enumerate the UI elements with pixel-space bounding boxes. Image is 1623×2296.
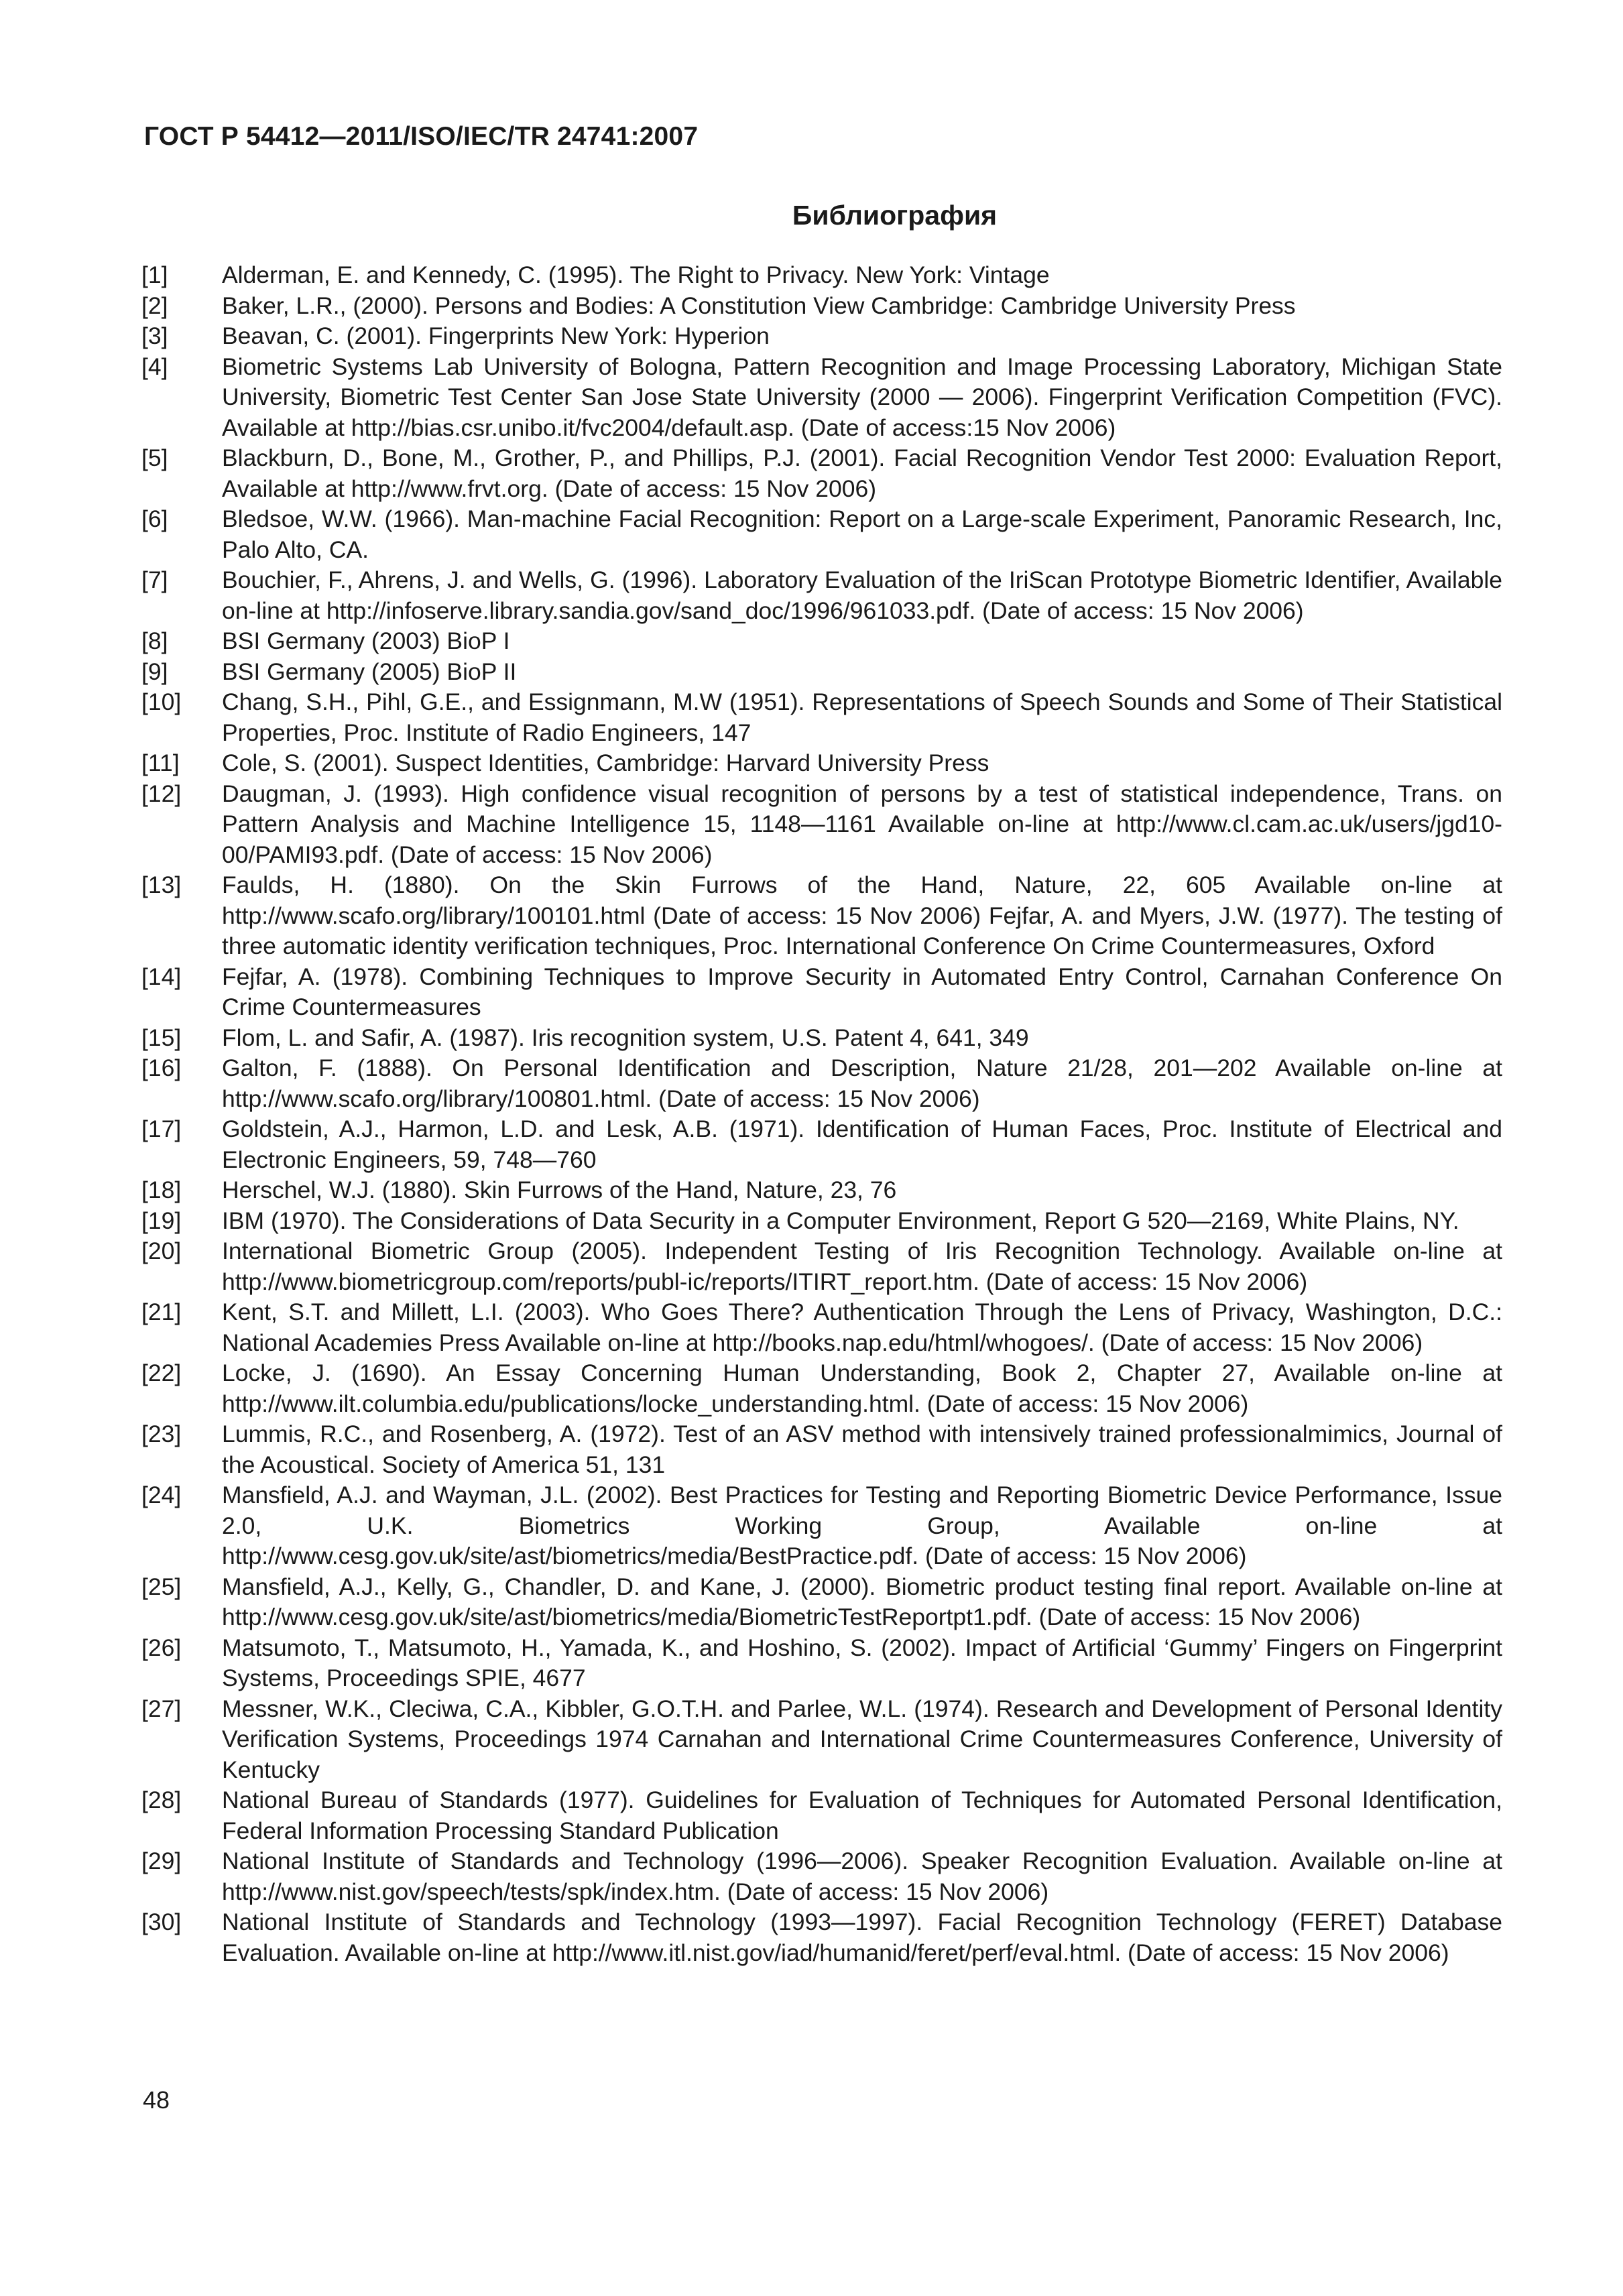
entry-number: [7] — [141, 566, 168, 593]
bibliography-entry — [141, 1846, 1502, 1907]
entry-number: [14] — [141, 963, 182, 990]
bibliography-entry — [141, 1053, 1502, 1114]
entry-text: Flom, L. and Safir, A. (1987). Iris recognition system, U.S. Patent 4, 641, 349 — [222, 1024, 1029, 1051]
entry-text: Alderman, E. and Kennedy, C. (1995). The Right to Privacy. New York: Vintage — [222, 261, 1050, 288]
bibliography-entry — [141, 962, 1502, 1023]
entry-number: [10] — [141, 688, 182, 715]
entry-number: [12] — [141, 780, 182, 807]
entry-text: National Institute of Standards and Technology (1993—1997). Facial Recognition Technology (FERET) Database Evaluation. Available on-line at http://www.itl.nist.gov/iad/humanid/feret/perf/eval.html. (Date of access: 15 Nov 2006) — [222, 1909, 1502, 1966]
entry-number: [26] — [141, 1634, 182, 1661]
bibliography-entry — [141, 779, 1502, 871]
entry-text: Blackburn, D., Bone, M., Grother, P., and Phillips, P.J. (2001). Facial Recognition Vendor Test 2000: Evaluation Report, Available at http://www.frvt.org. (Date of access: 15 Nov 2006) — [222, 444, 1502, 502]
page-title: Библиография — [792, 200, 998, 231]
bibliography-entry — [141, 1633, 1502, 1694]
page-number: 48 — [143, 2086, 170, 2114]
entry-number: [28] — [141, 1787, 182, 1813]
bibliography-entry — [141, 1572, 1502, 1633]
entry-number: [30] — [141, 1909, 182, 1935]
bibliography-entry — [141, 870, 1502, 962]
entry-text: Kent, S.T. and Millett, L.I. (2003). Who Goes There? Authentication Through the Lens of Privacy, Washington, D.C.: National Academies Press Available on-line at http://books.nap.edu/html/whogoes/. (Date of access: 15 Nov 2006) — [222, 1298, 1502, 1356]
entry-number: [23] — [141, 1421, 182, 1447]
entry-number: [15] — [141, 1024, 182, 1051]
standard-header: ГОСТ Р 54412—2011/ISO/IEC/TR 24741:2007 — [144, 122, 699, 151]
entry-number: [19] — [141, 1207, 182, 1234]
entry-text: Beavan, C. (2001). Fingerprints New York: Hyperion — [222, 322, 770, 349]
entry-number: [25] — [141, 1573, 182, 1600]
entry-text: Faulds, H. (1880). On the Skin Furrows of the Hand, Nature, 22, 605 Available on-line at http://www.scafo.org/library/100101.html (Date of access: 15 Nov 2006) Fejfar, A. and Myers, J.W. (1977). The testing of three automatic identity verification techniques, Proc. International Conference On Crime Countermeasures, Oxford — [222, 871, 1502, 959]
entry-text: Messner, W.K., Cleciwa, C.A., Kibbler, G.O.T.H. and Parlee, W.L. (1974). Research and Development of Personal Identity Verification Systems, Proceedings 1974 Carnahan and International Crime Countermeasures Conference, University of Kentucky — [222, 1695, 1502, 1783]
entry-text: Bouchier, F., Ahrens, J. and Wells, G. (1996). Laboratory Evaluation of the IriScan Prototype Biometric Identifier, Available on-line at http://infoserve.library.sandia.gov/sand_doc/1996/961033.pdf. (Date of access: 15 Nov 2006) — [222, 566, 1502, 624]
entry-text: National Bureau of Standards (1977). Guidelines for Evaluation of Techniques for Automated Personal Identification, Federal Information Processing Standard Publication — [222, 1787, 1502, 1844]
bibliography-entry — [141, 1023, 1502, 1054]
entry-text: Bledsoe, W.W. (1966). Man-machine Facial Recognition: Report on a Large-scale Experiment, Panoramic Research, Inc, Palo Alto, CA. — [222, 505, 1502, 563]
entry-text: Locke, J. (1690). An Essay Concerning Human Understanding, Book 2, Chapter 27, Available on-line at http://www.ilt.columbia.edu/publications/locke_understanding.html. (Date of access: 15 Nov 2006) — [222, 1360, 1502, 1417]
bibliography-list — [141, 260, 1502, 1968]
entry-text: Herschel, W.J. (1880). Skin Furrows of the Hand, Nature, 23, 76 — [222, 1176, 897, 1203]
bibliography-entry — [141, 687, 1502, 748]
entry-text: Goldstein, A.J., Harmon, L.D. and Lesk, A.B. (1971). Identification of Human Faces, Proc. Institute of Electrical and Electronic Engineers, 59, 748—760 — [222, 1115, 1502, 1173]
bibliography-entry — [141, 1358, 1502, 1419]
bibliography-entry — [141, 352, 1502, 444]
bibliography-entry — [141, 1206, 1502, 1237]
entry-text: International Biometric Group (2005). Independent Testing of Iris Recognition Technology. Available on-line at http://www.biometricgroup.com/reports/publ-ic/reports/ITIRT_report.htm. (Date of access: 15 Nov 2006) — [222, 1237, 1502, 1295]
entry-number: [21] — [141, 1298, 182, 1325]
entry-text: Biometric Systems Lab University of Bologna, Pattern Recognition and Image Processing Laboratory, Michigan State University, Biometric Test Center San Jose State University (2000 — 2006). Fingerprint Verification Competition (FVC). Available at http://bias.csr.unibo.it/fvc2004/default.asp. (Date of access:15 Nov 2006) — [222, 353, 1502, 441]
entry-number: [22] — [141, 1360, 182, 1386]
entry-number: [3] — [141, 322, 168, 349]
bibliography-entry — [141, 1785, 1502, 1846]
bibliography-entry — [141, 321, 1502, 352]
bibliography-entry — [141, 260, 1502, 291]
entry-number: [2] — [141, 292, 168, 319]
bibliography-entry — [141, 1236, 1502, 1297]
entry-text: Cole, S. (2001). Suspect Identities, Cambridge: Harvard University Press — [222, 749, 989, 776]
entry-number: [8] — [141, 627, 168, 654]
entry-number: [20] — [141, 1237, 182, 1264]
entry-number: [17] — [141, 1115, 182, 1142]
bibliography-entry — [141, 291, 1502, 322]
bibliography-entry — [141, 1480, 1502, 1572]
bibliography-entry — [141, 1297, 1502, 1358]
entry-text: Baker, L.R., (2000). Persons and Bodies: A Constitution View Cambridge: Cambridge University Press — [222, 292, 1296, 319]
bibliography-entry — [141, 1175, 1502, 1206]
entry-number: [18] — [141, 1176, 182, 1203]
bibliography-entry — [141, 504, 1502, 565]
bibliography-entry — [141, 657, 1502, 688]
entry-number: [11] — [141, 749, 180, 776]
entry-number: [29] — [141, 1848, 182, 1874]
entry-text: National Institute of Standards and Technology (1996—2006). Speaker Recognition Evaluation. Available on-line at http://www.nist.gov/speech/tests/spk/index.htm. (Date of access: 15 Nov 2006) — [222, 1848, 1502, 1905]
entry-text: BSI Germany (2003) BioP I — [222, 627, 510, 654]
bibliography-entry — [141, 565, 1502, 626]
entry-number: [27] — [141, 1695, 182, 1722]
entry-text: IBM (1970). The Considerations of Data Security in a Computer Environment, Report G 520—2169, White Plains, NY. — [222, 1207, 1459, 1234]
entry-text: Fejfar, A. (1978). Combining Techniques to Improve Security in Automated Entry Control, Carnahan Conference On Crime Countermeasures — [222, 963, 1502, 1020]
entry-text: Mansfield, A.J., Kelly, G., Chandler, D. and Kane, J. (2000). Biometric product testing final report. Available on-line at http://www.cesg.gov.uk/site/ast/biometrics/media/BiometricTestReportpt1.pdf. (Date of access: 15 Nov 2006) — [222, 1573, 1502, 1630]
entry-text: Matsumoto, T., Matsumoto, H., Yamada, K., and Hoshino, S. (2002). Impact of Artificial ‘Gummy’ Fingers on Fingerprint Systems, Proceedings SPIE, 4677 — [222, 1634, 1502, 1691]
bibliography-entry — [141, 1114, 1502, 1175]
entry-number: [5] — [141, 444, 168, 471]
entry-text: Chang, S.H., Pihl, G.E., and Essignmann, M.W (1951). Representations of Speech Sounds and Some of Their Statistical Properties, Proc. Institute of Radio Engineers, 147 — [222, 688, 1502, 746]
bibliography-entry — [141, 748, 1502, 779]
entry-text: Daugman, J. (1993). High confidence visual recognition of persons by a test of statistical independence, Trans. on Pattern Analysis and Machine Intelligence 15, 1148—1161 Available on-line at http://www.cl.cam.ac.uk/users/jgd10-00/PAMI93.pdf. (Date of access: 15 Nov 2006) — [222, 780, 1502, 868]
entry-number: [1] — [141, 261, 168, 288]
entry-number: [16] — [141, 1054, 182, 1081]
entry-text: Lummis, R.C., and Rosenberg, A. (1972). Test of an ASV method with intensively trained professionalmimics, Journal of the Acoustical. Society of America 51, 131 — [222, 1421, 1502, 1478]
bibliography-entry — [141, 626, 1502, 657]
entry-text: Mansfield, A.J. and Wayman, J.L. (2002). Best Practices for Testing and Reporting Biometric Device Performance, Issue 2.0, U.K. Biometrics Working Group, Available on-line at http://www.cesg.gov.uk/site/ast/biometrics/media/BestPractice.pdf. (Date of access: 15 Nov 2006) — [222, 1482, 1502, 1569]
bibliography-entry — [141, 1907, 1502, 1968]
entry-number: [9] — [141, 658, 168, 685]
entry-number: [13] — [141, 871, 182, 898]
entry-number: [6] — [141, 505, 168, 532]
bibliography-entry — [141, 443, 1502, 504]
bibliography-entry — [141, 1694, 1502, 1786]
entry-number: [4] — [141, 353, 168, 380]
entry-text: Galton, F. (1888). On Personal Identification and Description, Nature 21/28, 201—202 Available on-line at http://www.scafo.org/library/100801.html. (Date of access: 15 Nov 2006) — [222, 1054, 1502, 1112]
entry-number: [24] — [141, 1482, 182, 1508]
bibliography-entry — [141, 1419, 1502, 1480]
entry-text: BSI Germany (2005) BioP II — [222, 658, 517, 685]
